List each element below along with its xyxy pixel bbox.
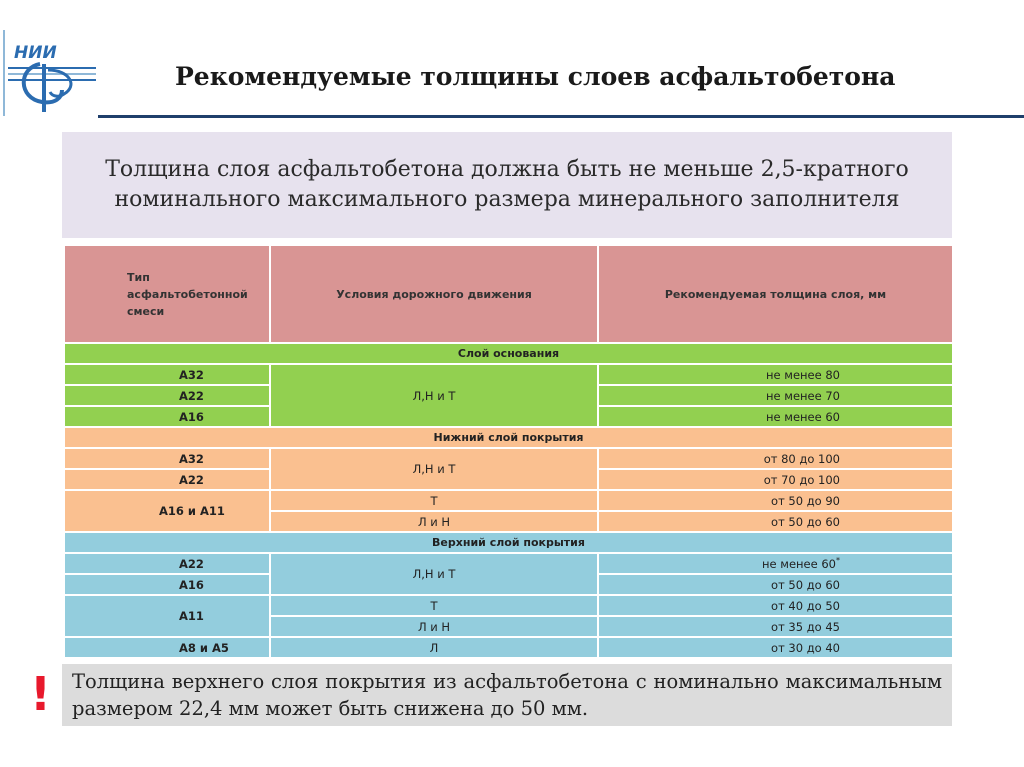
cell-traffic: Л,Н и Т [270,448,598,490]
cell-type: А16 и А11 [64,490,270,532]
cell-thickness: от 35 до 45 [598,616,953,637]
cell-type: А32 [64,364,270,385]
warning-text: Толщина верхнего слоя покрытия из асфальтобетона с номинально максимальным размером 22,4 мм может быть снижена до 50 мм. [72,670,942,720]
cell-thickness [598,553,953,574]
logo-text: НИИ [14,43,57,63]
table-row [64,364,953,385]
logo-graphic [0,28,98,120]
cell-thickness: от 80 до 100 [598,448,953,469]
footnote-mark: * [836,556,840,566]
page-title: Рекомендуемые толщины слоев асфальтобетона [175,62,896,91]
cell-thickness: от 50 до 60 [598,511,953,532]
title-divider [98,115,1024,118]
cell-type: А8 и А5 [64,637,270,658]
thickness-value: не менее 60 [762,556,836,571]
cell-traffic: Л [270,637,598,658]
table-row [64,637,953,658]
cell-thickness: от 70 до 100 [598,469,953,490]
institute-logo [0,28,98,120]
cell-thickness: не менее 70 [598,385,953,406]
cell-traffic: Т [270,595,598,616]
cell-type: А16 [64,406,270,427]
table-header-row [64,245,953,343]
cell-type: А22 [64,553,270,574]
table-row [64,595,953,616]
cell-traffic: Л,Н и Т [270,364,598,427]
cell-thickness: не менее 80 [598,364,953,385]
section-title: Слой основания [64,343,953,364]
cell-type: А32 [64,448,270,469]
thickness-table [63,244,954,659]
section-row [64,532,953,553]
top-note-text: Толщина слоя асфальтобетона должна быть не меньше 2,5-кратного номинального максимального размера минерального заполнителя [105,157,909,212]
cell-thickness: от 50 до 90 [598,490,953,511]
table-row [64,490,953,511]
table-row [64,553,953,574]
cell-type: А22 [64,385,270,406]
top-note-box [62,132,952,238]
section-row [64,343,953,364]
cell-thickness: от 50 до 60 [598,574,953,595]
cell-traffic: Л,Н и Т [270,553,598,595]
cell-thickness: от 40 до 50 [598,595,953,616]
header-traffic: Условия дорожного движения [270,245,598,343]
cell-type: А11 [64,595,270,637]
header-type: Тип асфальтобетонной смеси [64,245,270,343]
table-row [64,448,953,469]
cell-type: А16 [64,574,270,595]
cell-traffic: Л и Н [270,616,598,637]
cell-thickness: не менее 60 [598,406,953,427]
section-row [64,427,953,448]
warning-box [62,664,952,726]
cell-type: А22 [64,469,270,490]
exclamation-icon: ! [30,667,51,721]
section-title: Нижний слой покрытия [64,427,953,448]
cell-traffic: Л и Н [270,511,598,532]
header-thickness: Рекомендуемая толщина слоя, мм [598,245,953,343]
section-title: Верхний слой покрытия [64,532,953,553]
cell-thickness: от 30 до 40 [598,637,953,658]
cell-traffic: Т [270,490,598,511]
